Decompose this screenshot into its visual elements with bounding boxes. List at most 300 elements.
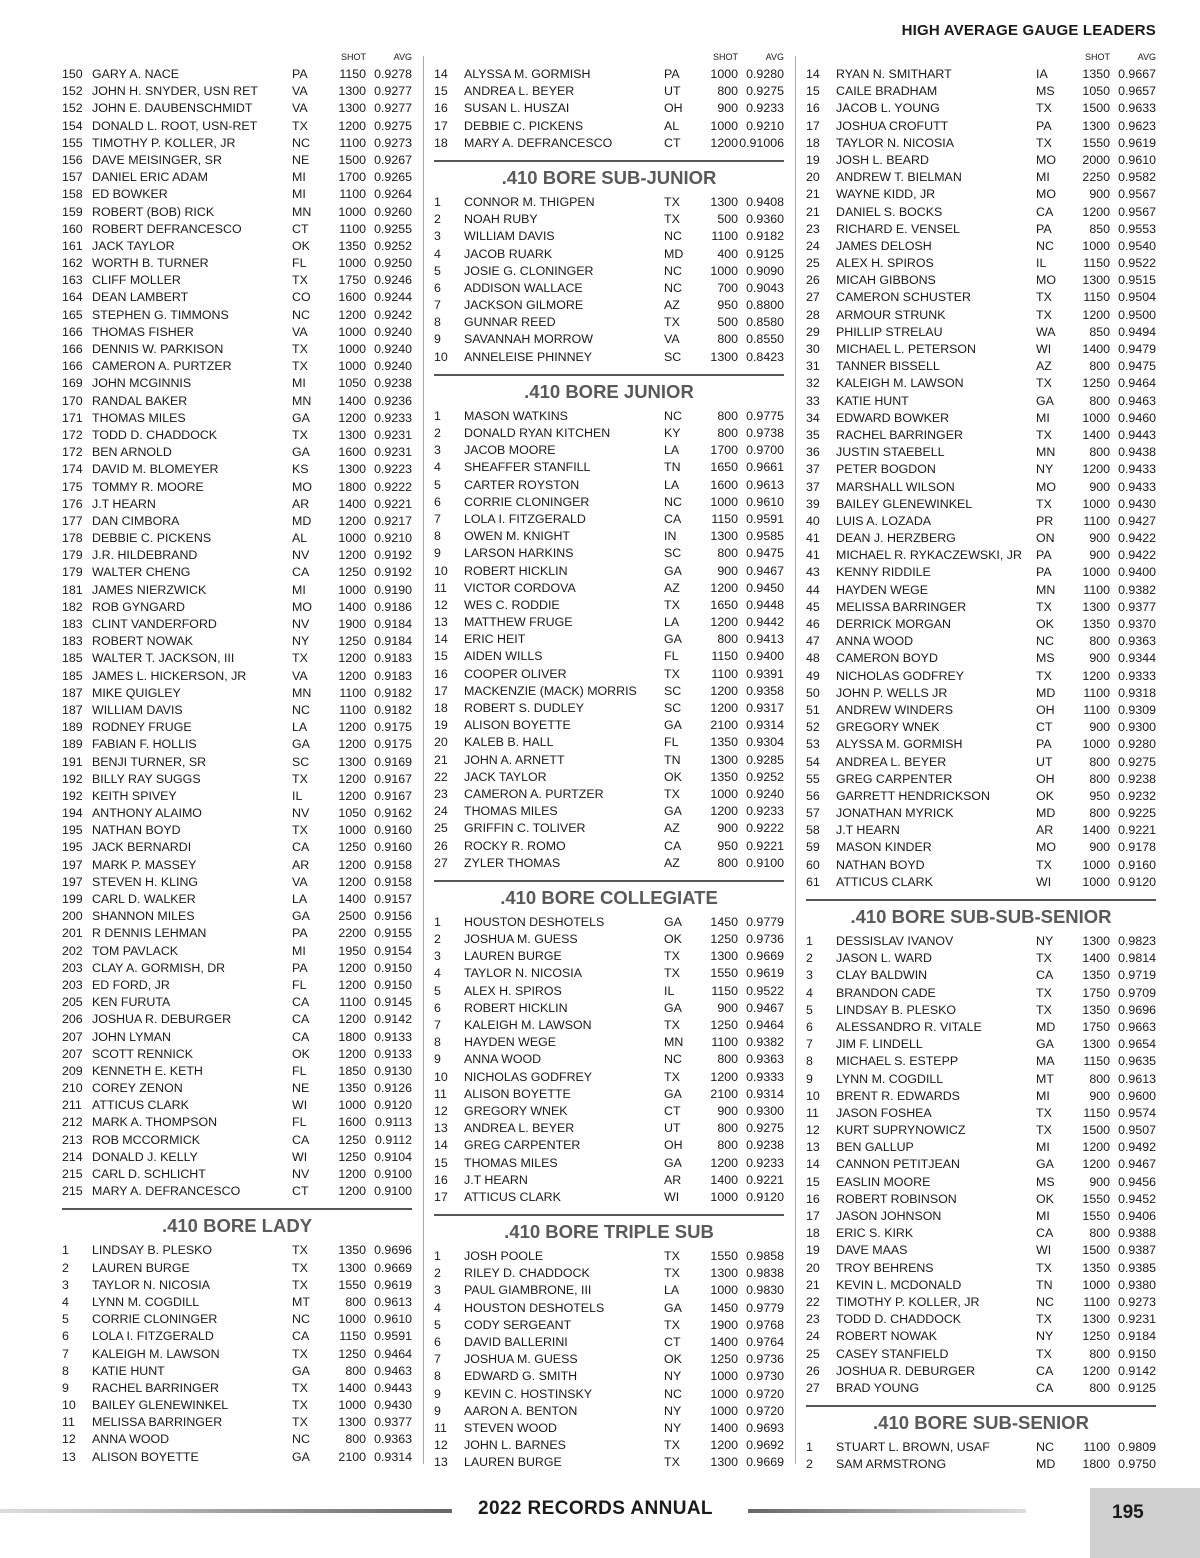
- average: 0.9264: [374, 187, 412, 202]
- shooter-name: J.T HEARN: [464, 1172, 528, 1187]
- rank: 4: [62, 1294, 69, 1309]
- shooter-name: ARMOUR STRUNK: [836, 307, 946, 322]
- average: 0.9467: [746, 563, 784, 578]
- average: 0.9692: [746, 1438, 784, 1453]
- state: SC: [664, 683, 682, 698]
- rank: 17: [434, 1189, 448, 1204]
- state: TX: [292, 1415, 308, 1430]
- rank: 1: [806, 934, 813, 948]
- average: 0.9669: [746, 949, 784, 964]
- shot-count: 1400: [710, 1420, 738, 1435]
- average: 0.9661: [746, 460, 784, 475]
- table-row: [62, 1132, 412, 1149]
- state: AZ: [1036, 359, 1052, 374]
- rank: 170: [62, 393, 83, 408]
- rank: 7: [434, 1352, 441, 1367]
- average: 0.9267: [374, 152, 412, 167]
- rank: 166: [62, 359, 83, 374]
- rank: 16: [806, 101, 820, 116]
- average: 0.9475: [1118, 359, 1156, 374]
- table-row: [806, 1208, 1156, 1225]
- shooter-name: GREGORY WNEK: [464, 1103, 568, 1118]
- table-row: [62, 1277, 412, 1294]
- state: NV: [292, 548, 310, 563]
- shooter-name: DAVE MEISINGER, SR: [92, 152, 222, 167]
- rank: 187: [62, 685, 83, 700]
- table-row: [806, 1439, 1156, 1456]
- shot-count: 1000: [338, 204, 366, 219]
- shooter-name: BEN GALLUP: [836, 1140, 914, 1155]
- average: 0.9387: [1118, 1243, 1156, 1258]
- state: TX: [292, 342, 308, 356]
- shooter-name: ALEX H. SPIROS: [836, 256, 934, 271]
- table-row: [434, 1086, 784, 1103]
- average: 0.9779: [746, 1300, 784, 1315]
- state: CT: [292, 1184, 309, 1199]
- shooter-name: ALYSSA M. GORMISH: [464, 67, 591, 81]
- average: 0.9377: [1118, 599, 1156, 614]
- shot-count: 1350: [710, 735, 738, 750]
- shot-count: 800: [1089, 754, 1110, 769]
- average: 0.9125: [1118, 1380, 1156, 1395]
- state: MI: [292, 943, 306, 958]
- table-row: [62, 668, 412, 685]
- rank: 202: [62, 943, 83, 958]
- average: 0.9232: [1118, 788, 1156, 803]
- shooter-name: DEBBIE C. PICKENS: [92, 531, 212, 546]
- average: 0.9190: [374, 582, 412, 597]
- shot-count: 1000: [710, 67, 738, 81]
- state: NC: [664, 229, 682, 244]
- average: 0.9265: [374, 170, 412, 185]
- shooter-name: LAUREN BURGE: [92, 1260, 190, 1275]
- shooter-name: HAYDEN WEGE: [464, 1035, 557, 1050]
- rank: 178: [62, 531, 83, 546]
- table-row: [434, 511, 784, 528]
- average: 0.9233: [746, 1155, 784, 1170]
- average: 0.9730: [746, 1369, 784, 1384]
- shooter-name: CAMERON BOYD: [836, 651, 938, 666]
- rank: 203: [62, 960, 83, 975]
- shooter-name: CANNON PETITJEAN: [836, 1157, 960, 1172]
- average: 0.9619: [1118, 135, 1156, 150]
- shot-count: 900: [717, 1103, 738, 1118]
- shot-count: 400: [717, 246, 738, 261]
- rank: 2: [806, 1457, 813, 1472]
- state: PR: [1036, 513, 1054, 528]
- rank: 194: [62, 806, 83, 821]
- table-row: [434, 314, 784, 331]
- shot-count: 1200: [710, 1438, 738, 1453]
- shot-count: 1250: [710, 1352, 738, 1367]
- rank: 154: [62, 118, 83, 133]
- table-row: [62, 1166, 412, 1183]
- state: NC: [292, 135, 310, 150]
- table-row: [62, 221, 412, 238]
- average: 0.9500: [1118, 307, 1156, 322]
- shot-count: 1100: [339, 995, 366, 1010]
- shooter-name: LOLA I. FITZGERALD: [92, 1329, 214, 1344]
- table-row: [434, 1000, 784, 1017]
- average: 0.9779: [746, 914, 784, 929]
- section: [434, 66, 784, 152]
- table-row: [62, 186, 412, 203]
- rank: 3: [434, 443, 441, 458]
- rank: 205: [62, 995, 83, 1010]
- table-row: [434, 914, 784, 931]
- rank: 199: [62, 892, 83, 906]
- average: 0.9273: [1118, 1294, 1156, 1309]
- table-row: [806, 1019, 1156, 1036]
- shooter-name: CLAY A. GORMISH, DR: [92, 960, 226, 975]
- average: 0.9422: [1118, 548, 1156, 563]
- average: 0.9400: [1118, 565, 1156, 580]
- shooter-name: CLINT VANDERFORD: [92, 617, 217, 631]
- rank: 5: [62, 1312, 69, 1327]
- shot-count: 1150: [711, 511, 738, 526]
- rank: 16: [806, 1191, 820, 1206]
- table-row: [62, 754, 412, 771]
- shooter-name: TAYLOR N. NICOSIA: [836, 135, 954, 150]
- state: MD: [292, 513, 312, 528]
- table-row: [806, 289, 1156, 306]
- table-row: [434, 648, 784, 665]
- section: [62, 66, 412, 1200]
- table-row: [62, 805, 412, 822]
- average: 0.9233: [746, 101, 784, 116]
- table-row: [434, 1437, 784, 1454]
- shooter-name: RODNEY FRUGE: [92, 720, 192, 735]
- table-row: [62, 1011, 412, 1028]
- table-row: [62, 633, 412, 650]
- average: 0.9809: [1118, 1440, 1156, 1455]
- table-row: [62, 1397, 412, 1414]
- shooter-name: JACK BERNARDI: [92, 840, 192, 855]
- shooter-name: WILLIAM DAVIS: [464, 229, 555, 244]
- table-row: [62, 736, 412, 753]
- shot-count: 1000: [710, 263, 738, 278]
- average: 0.9696: [374, 1243, 412, 1258]
- average: 0.9240: [374, 359, 412, 374]
- state: TX: [664, 1266, 680, 1281]
- rank: 12: [434, 1103, 448, 1118]
- shooter-name: JONATHAN MYRICK: [836, 806, 954, 821]
- state: NC: [292, 702, 310, 717]
- shot-count: 1100: [339, 685, 366, 700]
- rank: 43: [806, 565, 820, 580]
- shooter-name: LYNN M. COGDILL: [92, 1294, 200, 1309]
- state: VA: [292, 668, 308, 683]
- shot-count: 1100: [1083, 1440, 1110, 1455]
- shot-count: 1200: [338, 410, 366, 425]
- rank: 21: [806, 204, 820, 219]
- state: NC: [1036, 238, 1054, 253]
- shooter-name: MICAH GIBBONS: [836, 273, 936, 288]
- rank: 15: [434, 649, 448, 664]
- table-row: [62, 771, 412, 788]
- rank: 9: [434, 1386, 441, 1401]
- shooter-name: NOAH RUBY: [464, 212, 538, 227]
- rank: 26: [434, 838, 448, 853]
- table-row: [62, 427, 412, 444]
- table-row: [806, 152, 1156, 169]
- state: CA: [1036, 204, 1054, 219]
- shot-count: 1700: [710, 443, 738, 458]
- average: 0.9382: [1118, 582, 1156, 597]
- rank: 171: [62, 410, 83, 425]
- shot-count: 1300: [338, 427, 366, 442]
- table-row: [62, 1431, 412, 1448]
- average: 0.9221: [746, 1172, 784, 1187]
- average: 0.9246: [374, 273, 412, 288]
- average: 0.9574: [1118, 1105, 1156, 1120]
- shooter-name: DAVID M. BLOMEYER: [92, 462, 219, 477]
- state: TX: [1036, 307, 1052, 322]
- shot-count: 1000: [1082, 874, 1110, 889]
- average: 0.9663: [1118, 1019, 1156, 1034]
- shooter-name: DEBBIE C. PICKENS: [464, 118, 584, 133]
- average: 0.9154: [374, 943, 412, 958]
- rank: 9: [434, 546, 441, 561]
- average: 0.9764: [746, 1335, 784, 1349]
- table-row: [806, 1328, 1156, 1345]
- rank: 3: [434, 949, 441, 964]
- state: WI: [292, 1149, 308, 1164]
- state: PA: [292, 67, 308, 81]
- average: 0.9231: [374, 445, 412, 460]
- shot-count: 1200: [338, 651, 366, 666]
- section: [806, 66, 1156, 891]
- shot-count: 900: [1089, 1174, 1110, 1189]
- shooter-name: DAN CIMBORA: [92, 513, 180, 528]
- rank: 44: [806, 582, 820, 597]
- average: 0.9126: [374, 1081, 412, 1096]
- section-title: .410 BORE LADY: [161, 1215, 313, 1237]
- shooter-name: KENNETH E. KETH: [92, 1063, 203, 1078]
- average: 0.9492: [1118, 1140, 1156, 1155]
- rank: 13: [434, 1121, 448, 1136]
- rank: 16: [434, 666, 448, 681]
- rank: 2: [434, 426, 441, 440]
- shot-count: 1200: [338, 307, 366, 322]
- rank: 12: [434, 597, 448, 612]
- shot-count: 1250: [1082, 1329, 1110, 1344]
- rank: 166: [62, 342, 83, 356]
- shot-count: 1600: [338, 1115, 366, 1130]
- shot-count: 1450: [710, 1300, 738, 1315]
- shooter-name: ANNELEISE PHINNEY: [464, 349, 593, 364]
- shot-count: 950: [1089, 788, 1110, 803]
- table-row: [62, 375, 412, 392]
- shooter-name: LAUREN BURGE: [464, 1455, 562, 1470]
- rank: 53: [806, 737, 820, 752]
- shooter-name: JACKSON GILMORE: [464, 298, 584, 313]
- table-row: [434, 1334, 784, 1351]
- rank: 13: [434, 1455, 448, 1470]
- shooter-name: WORTH B. TURNER: [92, 256, 209, 271]
- rank: 14: [434, 1138, 448, 1153]
- average: 0.9720: [746, 1403, 784, 1418]
- average: 0.9221: [1118, 823, 1156, 838]
- shooter-name: GREG CARPENTER: [464, 1138, 581, 1153]
- shooter-name: GARRETT HENDRICKSON: [836, 788, 990, 803]
- state: CA: [292, 1012, 310, 1027]
- rank: 1: [434, 194, 441, 209]
- average: 0.8800: [746, 298, 784, 313]
- shooter-name: MASON KINDER: [836, 840, 932, 855]
- shooter-name: TODD D. CHADDOCK: [92, 427, 218, 442]
- shooter-name: DESSISLAV IVANOV: [836, 934, 954, 948]
- state: KY: [664, 426, 681, 440]
- shooter-name: KENNY RIDDILE: [836, 565, 931, 580]
- shot-count: 1650: [710, 597, 738, 612]
- shot-count: 1300: [1082, 934, 1110, 948]
- shooter-name: KALEB B. HALL: [464, 735, 554, 750]
- rank: 50: [806, 685, 820, 700]
- state: UT: [664, 84, 681, 99]
- average: 0.9233: [374, 410, 412, 425]
- rank: 7: [806, 1037, 813, 1052]
- average: 0.9238: [374, 376, 412, 391]
- table-row: [434, 752, 784, 769]
- state: LA: [664, 477, 680, 492]
- rank: 49: [806, 668, 820, 683]
- state: GA: [664, 914, 682, 929]
- shooter-name: DENNIS W. PARKISON: [92, 342, 224, 356]
- rank: 18: [434, 135, 448, 150]
- rank: 8: [434, 1369, 441, 1384]
- state: PA: [1036, 548, 1052, 563]
- shot-count: 1550: [710, 966, 738, 981]
- shot-count: 800: [717, 855, 738, 870]
- table-row: [806, 393, 1156, 410]
- shot-count: 900: [1089, 548, 1110, 563]
- table-row: [806, 1277, 1156, 1294]
- state: TX: [664, 194, 680, 209]
- table-row: [434, 246, 784, 263]
- table-row: [434, 1282, 784, 1299]
- average: 0.9167: [374, 771, 412, 786]
- shot-count: 1100: [1083, 1294, 1110, 1309]
- shot-count: 1250: [710, 1018, 738, 1032]
- shooter-name: RILEY D. CHADDOCK: [464, 1266, 590, 1281]
- table-row: [62, 994, 412, 1011]
- table-row: [434, 1137, 784, 1154]
- state: CA: [292, 1132, 310, 1147]
- table-row: [62, 1114, 412, 1131]
- state: TX: [292, 771, 308, 786]
- rank: 12: [62, 1432, 76, 1447]
- shot-count: 1350: [1082, 1002, 1110, 1017]
- shot-count: 1000: [1082, 565, 1110, 580]
- shot-header: SHOT: [712, 52, 738, 62]
- column-header: [434, 50, 784, 66]
- average: 0.9304: [746, 735, 784, 750]
- average: 0.9285: [746, 752, 784, 767]
- rank: 195: [62, 823, 83, 838]
- shot-count: 2100: [338, 1449, 366, 1464]
- average: 0.9736: [746, 1352, 784, 1367]
- shot-count: 800: [717, 1121, 738, 1136]
- state: SC: [664, 349, 682, 364]
- rank: 152: [62, 84, 83, 99]
- state: NE: [292, 1081, 310, 1096]
- table-row: [62, 255, 412, 272]
- shooter-name: RICHARD E. VENSEL: [836, 221, 960, 236]
- average: 0.9464: [1118, 376, 1156, 391]
- average: 0.9221: [746, 838, 784, 853]
- shooter-name: MACKENZIE (MACK) MORRIS: [464, 683, 637, 698]
- state: GA: [1036, 1037, 1054, 1052]
- state: IN: [664, 529, 677, 544]
- table-row: [434, 965, 784, 982]
- rank: 20: [434, 735, 448, 750]
- rank: 21: [806, 1277, 820, 1292]
- column-2: [434, 50, 784, 1472]
- table-row: [806, 272, 1156, 289]
- shot-count: 1350: [1082, 968, 1110, 983]
- average: 0.9242: [374, 307, 412, 322]
- section: [434, 374, 784, 872]
- shooter-name: LOLA I. FITZGERALD: [464, 511, 586, 526]
- shot-count: 500: [717, 315, 738, 330]
- rank: 203: [62, 977, 83, 992]
- table-row: [62, 925, 412, 942]
- average: 0.9238: [1118, 771, 1156, 786]
- shot-count: 900: [717, 563, 738, 578]
- average: 0.9120: [1118, 874, 1156, 889]
- shot-count: 1000: [710, 786, 738, 801]
- average: 0.9823: [1118, 934, 1156, 948]
- table-row: [806, 479, 1156, 496]
- shot-count: 1400: [338, 892, 366, 906]
- rank: 10: [434, 349, 448, 364]
- table-row: [434, 597, 784, 614]
- state: AR: [1036, 823, 1054, 838]
- shot-count: 1700: [338, 170, 366, 185]
- shooter-name: JACK TAYLOR: [92, 238, 175, 253]
- average: 0.9382: [746, 1035, 784, 1050]
- rank: 3: [806, 968, 813, 983]
- shooter-name: DAVID BALLERINI: [464, 1335, 568, 1349]
- rank: 5: [434, 477, 441, 492]
- table-row: [434, 734, 784, 751]
- shot-count: 1750: [1082, 1019, 1110, 1034]
- state: IL: [1036, 256, 1047, 271]
- table-row: [62, 857, 412, 874]
- section: [806, 899, 1156, 1397]
- state: AZ: [664, 580, 680, 595]
- state: LA: [292, 720, 308, 735]
- shot-count: 800: [1089, 806, 1110, 821]
- rank: 6: [434, 494, 441, 509]
- rank: 200: [62, 909, 83, 924]
- shooter-name: ROBERT (BOB) RICK: [92, 204, 215, 219]
- table-row: [62, 66, 412, 83]
- shot-count: 1800: [338, 479, 366, 494]
- state: PA: [1036, 221, 1052, 236]
- table-row: [62, 169, 412, 186]
- table-row: [434, 83, 784, 100]
- shooter-name: JASON FOSHEA: [836, 1105, 932, 1120]
- state: TX: [664, 1249, 680, 1264]
- rank: 34: [806, 410, 820, 425]
- average: 0.9515: [1118, 273, 1156, 288]
- shooter-name: JOSHUA CROFUTT: [836, 118, 949, 133]
- section-title: .410 BORE JUNIOR: [524, 380, 694, 402]
- state: GA: [664, 1300, 682, 1315]
- table-row: [434, 563, 784, 580]
